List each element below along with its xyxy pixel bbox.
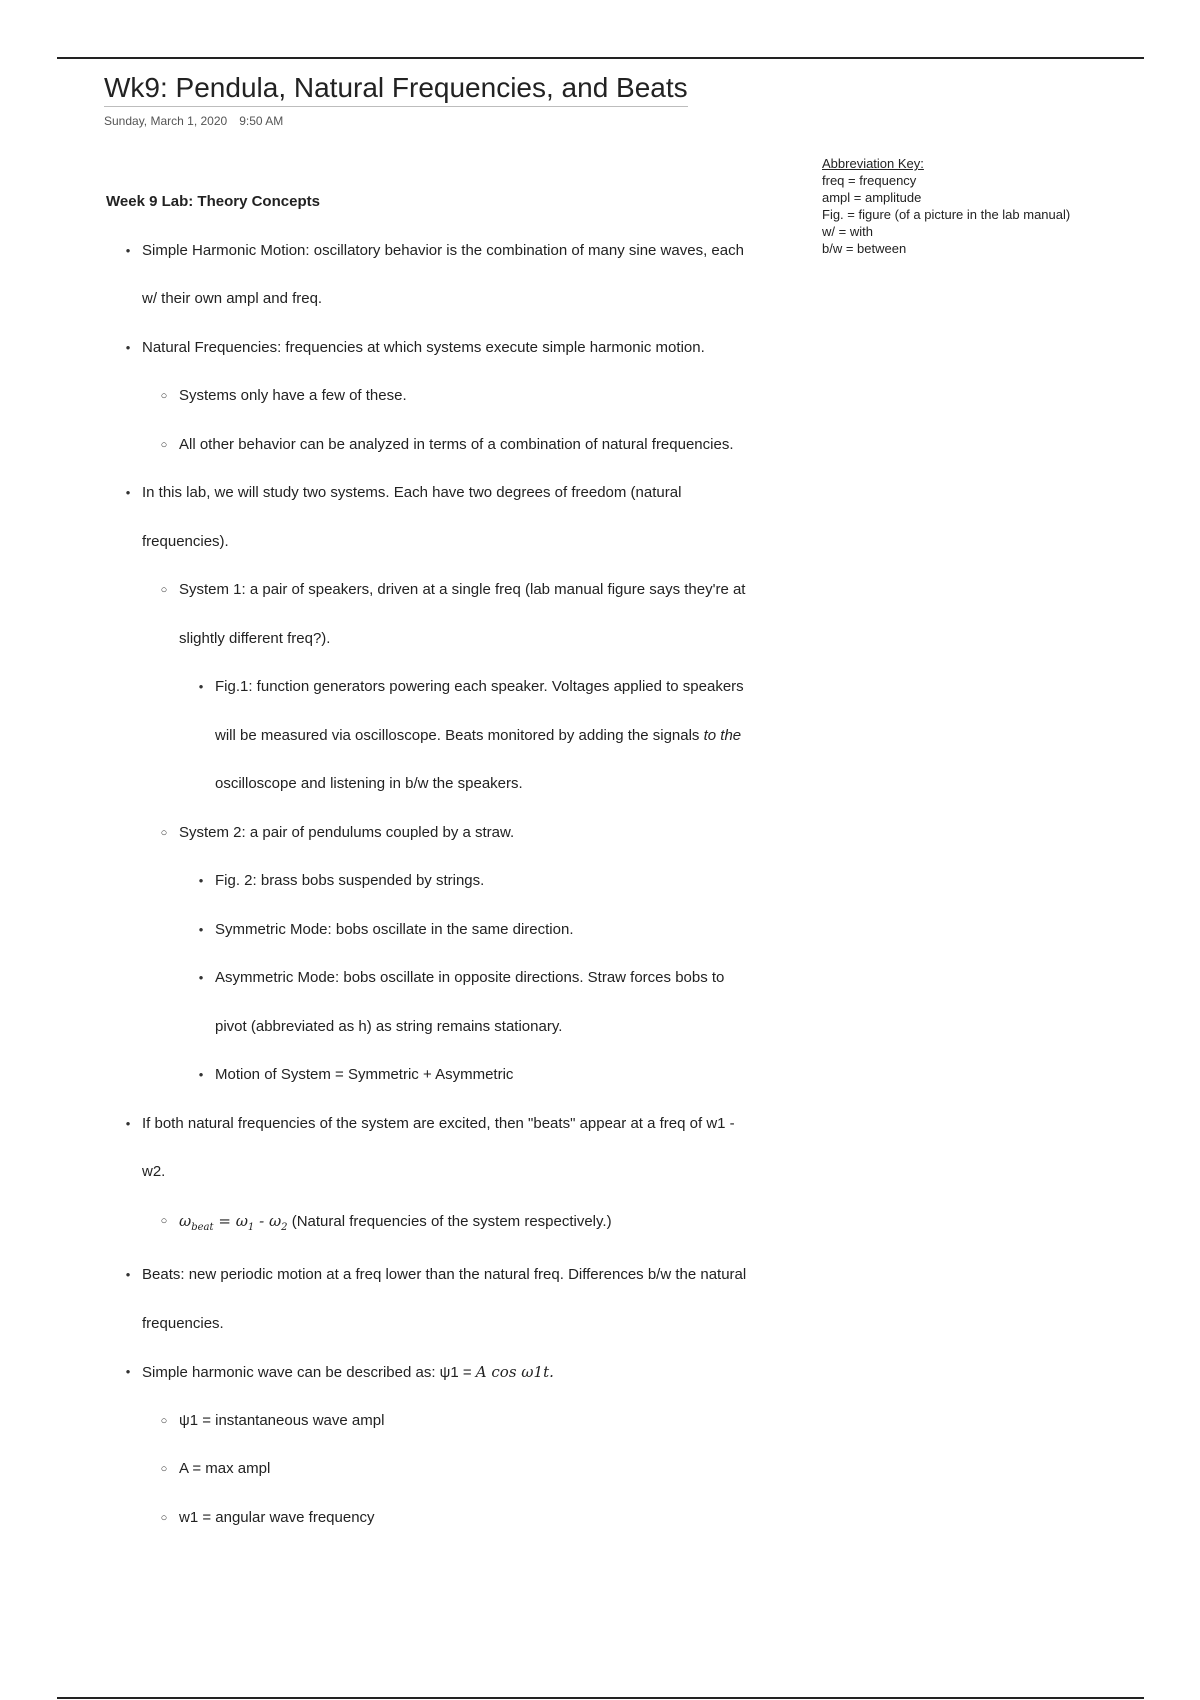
abbreviation-key <box>822 155 1070 257</box>
list-item-text: Symmetric Mode: bobs oscillate in the same direction. <box>215 921 574 938</box>
hollow-bullet-icon: ○ <box>160 1512 168 1524</box>
list-item-continuation <box>142 518 229 566</box>
bottom-rule <box>57 1697 1144 1699</box>
hollow-bullet-icon: ○ <box>160 584 168 596</box>
list-item-text: If both natural frequencies of the system are excited, then "beats" appear at a freq of w1 - <box>142 1115 735 1132</box>
emphasis-text: to the <box>703 727 742 744</box>
list-item <box>125 1348 554 1397</box>
list-item-continuation <box>215 712 741 760</box>
bullet-icon: • <box>198 873 204 888</box>
hollow-bullet-icon: ○ <box>160 827 168 839</box>
bullet-icon: • <box>125 1364 131 1379</box>
list-item-text: Fig.1: function generators powering each speaker. Voltages applied to speakers <box>215 678 744 695</box>
list-item-text: w1 = angular wave frequency <box>179 1509 375 1526</box>
bullet-icon: • <box>125 1267 131 1282</box>
list-item <box>160 1197 612 1252</box>
list-item-text: Systems only have a few of these. <box>179 387 407 404</box>
list-item-text: Beats: new periodic motion at a freq lower than the natural freq. Differences b/w the natural <box>142 1266 747 1283</box>
abbreviation-entry: b/w = between <box>822 241 907 256</box>
list-item-text: A = max ampl <box>179 1460 271 1477</box>
list-item <box>125 227 744 275</box>
list-item-continuation <box>142 1148 165 1196</box>
bullet-icon: • <box>125 340 131 355</box>
list-item <box>198 1051 514 1099</box>
bullet-icon: • <box>198 970 204 985</box>
list-item <box>198 663 744 711</box>
list-item <box>160 372 407 420</box>
list-item-text: System 2: a pair of pendulums coupled by a straw. <box>179 824 515 841</box>
list-item-text: frequencies. <box>142 1315 224 1332</box>
list-item <box>198 857 485 905</box>
list-item <box>160 421 734 469</box>
list-item-text: ψ1 = instantaneous wave ampl <box>179 1412 385 1429</box>
list-item-continuation <box>215 760 523 808</box>
list-item-text: slightly different freq?). <box>179 630 331 647</box>
list-item <box>198 954 725 1002</box>
list-item <box>160 1445 271 1493</box>
bullet-icon: • <box>125 485 131 500</box>
list-item-continuation <box>179 615 330 663</box>
page-title: Wk9: Pendula, Natural Frequencies, and Beats <box>104 72 688 107</box>
wave-formula: A cos ω1t. <box>475 1363 554 1381</box>
page-time: 9:50 AM <box>239 114 284 128</box>
list-item-text: oscilloscope and listening in b/w the speakers. <box>215 775 523 792</box>
beat-formula: $\omega_{beat} = \omega_1 - \omega_2$ <box>179 1212 288 1233</box>
bullet-icon: • <box>198 679 204 694</box>
list-item-text: System 1: a pair of speakers, driven at a single freq (lab manual figure says they're at <box>179 581 746 598</box>
list-item-text: In this lab, we will study two systems. Each have two degrees of freedom (natural <box>142 484 682 501</box>
bullet-icon: • <box>198 922 204 937</box>
list-item-text: Asymmetric Mode: bobs oscillate in opposite directions. Straw forces bobs to <box>215 969 725 986</box>
bullet-icon: • <box>198 1067 204 1082</box>
page-timestamp <box>104 114 283 128</box>
bullet-icon: • <box>125 243 131 258</box>
list-item-text: Motion of System = Symmetric + Asymmetric <box>215 1066 514 1083</box>
list-item-text: Simple harmonic wave can be described as: ψ1 = <box>142 1364 472 1381</box>
list-item-text: frequencies). <box>142 533 229 550</box>
list-item-text: Natural Frequencies: frequencies at which systems execute simple harmonic motion. <box>142 339 705 356</box>
list-item-text: Fig. 2: brass bobs suspended by strings. <box>215 872 485 889</box>
abbreviation-entry: Fig. = figure (of a picture in the lab manual) <box>822 207 1071 222</box>
list-item <box>125 469 682 517</box>
hollow-bullet-icon: ○ <box>160 1215 168 1227</box>
page-date: Sunday, March 1, 2020 <box>104 114 228 128</box>
hollow-bullet-icon: ○ <box>160 439 168 451</box>
list-item-continuation <box>142 1300 224 1348</box>
list-item-text: Simple Harmonic Motion: oscillatory behavior is the combination of many sine waves, each <box>142 242 744 259</box>
section-heading: Week 9 Lab: Theory Concepts <box>106 193 320 210</box>
list-item-text: will be measured via oscilloscope. Beats monitored by adding the signals <box>215 727 700 744</box>
list-item <box>125 1100 735 1148</box>
hollow-bullet-icon: ○ <box>160 1463 168 1475</box>
list-item <box>198 906 574 954</box>
abbreviation-entry: ampl = amplitude <box>822 190 922 205</box>
list-item-text: pivot (abbreviated as h) as string remains stationary. <box>215 1018 563 1035</box>
list-item <box>160 1397 385 1445</box>
hollow-bullet-icon: ○ <box>160 1415 168 1427</box>
list-item-text: (Natural frequencies of the system respectively.) <box>291 1213 612 1230</box>
abbreviation-key-title: Abbreviation Key: <box>822 156 924 171</box>
list-item <box>160 566 746 614</box>
abbreviation-entry: w/ = with <box>822 224 873 239</box>
list-item <box>160 1494 375 1542</box>
list-item-continuation <box>215 1003 562 1051</box>
hollow-bullet-icon: ○ <box>160 390 168 402</box>
list-item <box>125 1251 747 1299</box>
list-item-text: All other behavior can be analyzed in terms of a combination of natural frequencies. <box>179 436 734 453</box>
list-item-text: w2. <box>142 1163 166 1180</box>
list-item-text: w/ their own ampl and freq. <box>142 290 323 307</box>
list-item <box>160 809 515 857</box>
list-item <box>125 324 705 372</box>
list-item-continuation <box>142 275 322 323</box>
bullet-icon: • <box>125 1116 131 1131</box>
top-rule <box>57 57 1144 59</box>
abbreviation-entry: freq = frequency <box>822 173 917 188</box>
